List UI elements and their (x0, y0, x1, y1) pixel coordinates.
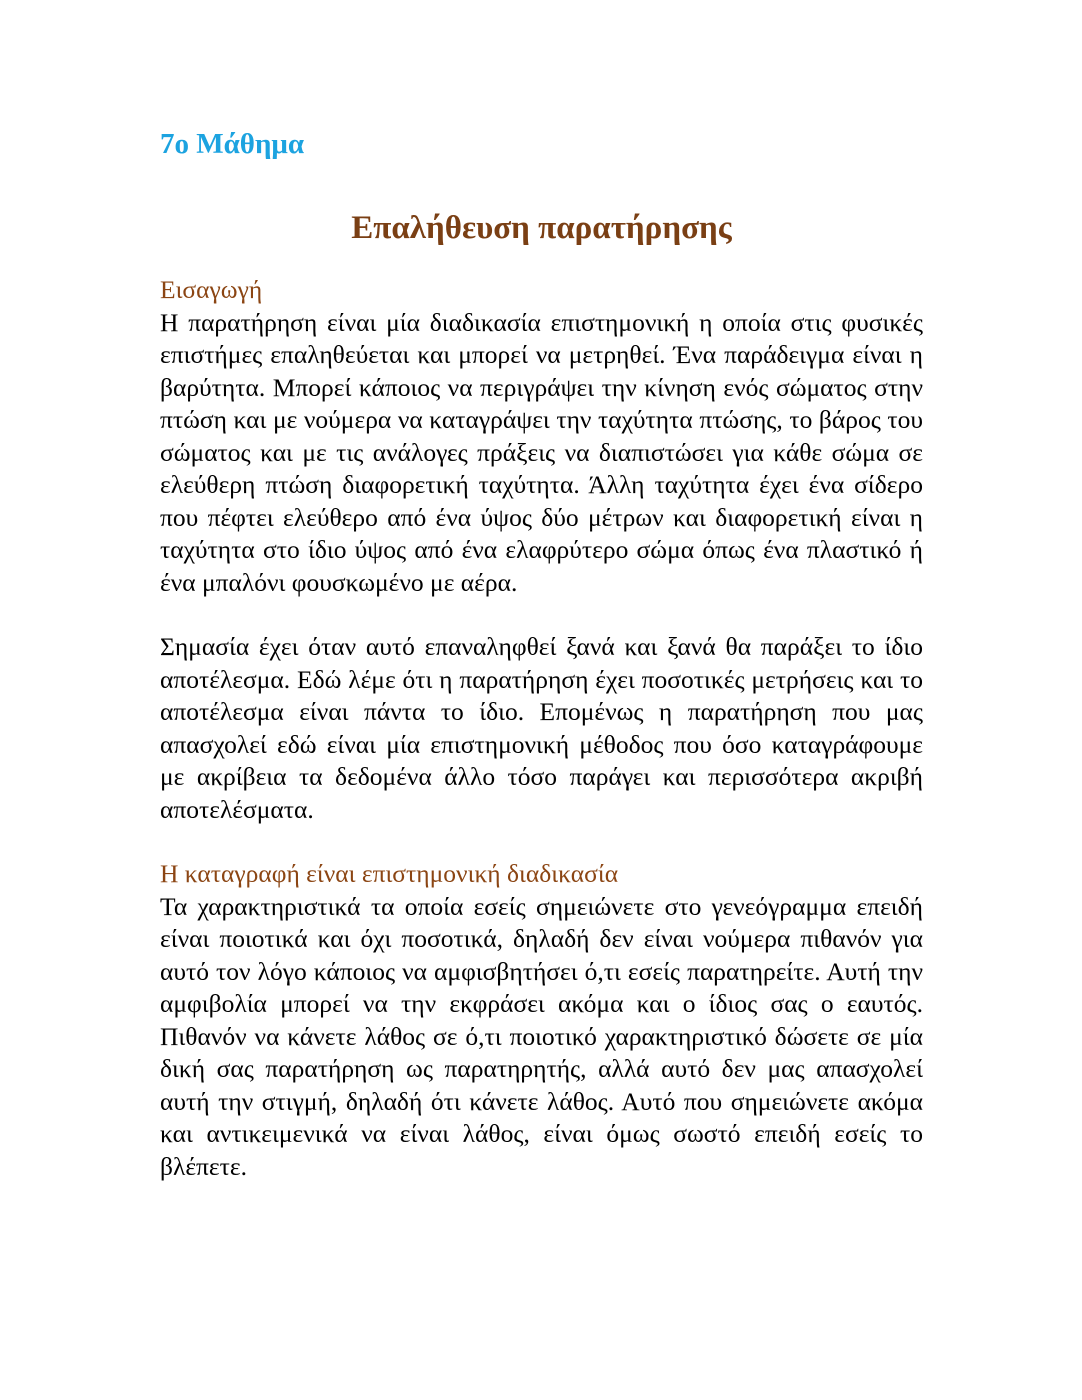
paragraph-spacer (160, 599, 923, 631)
paragraph-spacer (160, 826, 923, 858)
paragraph-significance: Σημασία έχει όταν αυτό επαναληφθεί ξανά και ξανά θα παράξει το ίδιο αποτέλεσμα. Εδώ λέμε ότι η παρατήρηση έχει ποσοτικές μετρήσεις και το αποτέλεσμα είναι πάντα το ίδιο. Επομένως η παρατήρηση που μας απασχολεί εδώ είναι μία επιστημονική μέθοδος που όσο καταγράφουμε με ακρίβεια τα δεδομένα άλλο τόσο παράγει και περισσότερα ακριβή αποτελέσματα. (160, 632, 923, 824)
lesson-label: 7ο Μάθημα (160, 128, 305, 160)
section-heading-recording: Η καταγραφή είναι επιστημονική διαδικασία (160, 859, 619, 888)
paragraph-recording: Τα χαρακτηριστικά τα οποία εσείς σημειώνετε στο γενεόγραμμα επειδή είναι ποιοτικά και όχι ποσοτικά, δηλαδή δεν είναι νούμερα πιθανόν για αυτό τον λόγο κάποιος να αμφισβητήσει ό,τι εσείς παρατηρείτε. Αυτή την αμφιβολία μπορεί να την εκφράσει ακόμα και ο ίδιος σας ο εαυτός. Πιθανόν να κάνετε λάθος σε ό,τι ποιοτικό χαρακτηριστικό δώσετε σε μία δική σας παρατήρηση ως παρατηρητής, αλλά αυτό δεν μας απασχολεί αυτή την στιγμή, δηλαδή ότι κάνετε λάθος. Αυτό που σημειώνετε ακόμα και αντικειμενικά να είναι λάθος, είναι όμως σωστό επειδή εσείς το βλέπετε. (160, 891, 923, 1181)
paragraph-introduction: Η παρατήρηση είναι μία διαδικασία επιστημονική η οποία στις φυσικές επιστήμες επαληθεύεται και μπορεί να μετρηθεί. Ένα παράδειγμα είναι η βαρύτητα. Μπορεί κάποιος να περιγράψει την κίνηση ενός σώματος στην πτώση και με νούμερα να καταγράψει την ταχύτητα πτώσης, το βάρος του σώματος και με τις ανάλογες πράξεις να διαπιστώσει για κάθε σώμα σε ελεύθερη πτώση διαφορετική ταχύτητα. Άλλη ταχύτητα έχει ένα σίδερο που πέφτει ελεύθερο από ένα ύψος δύο μέτρων και διαφορετική είναι η ταχύτητα στο ίδιο ύψος από ένα ελαφρύτερο σώμα όπως ένα πλαστικό ή ένα μπαλόνι φουσκωμένο με αέρα. (160, 307, 923, 597)
document-page (160, 124, 923, 1183)
document-title: Επαλήθευση παρατήρησης (351, 210, 732, 246)
section-heading-introduction: Εισαγωγή (160, 275, 263, 304)
